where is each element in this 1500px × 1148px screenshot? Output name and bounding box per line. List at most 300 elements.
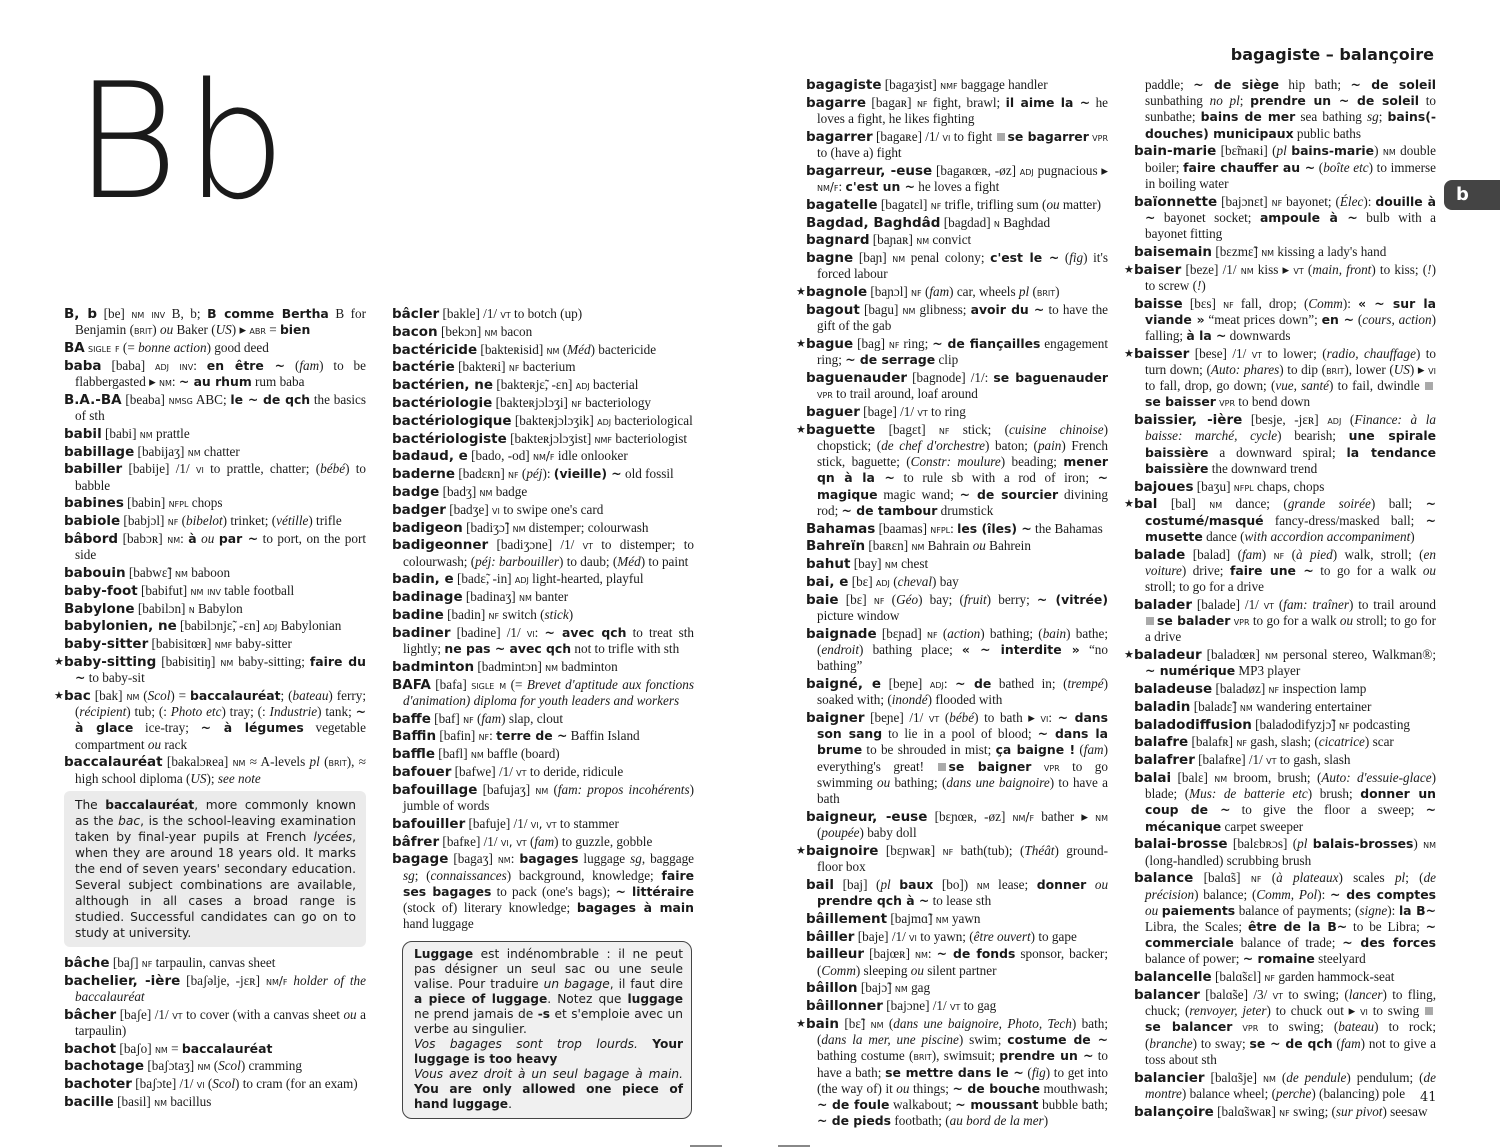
headword: bacille xyxy=(64,1093,114,1110)
column-3 xyxy=(796,77,1109,1131)
star-icon: ★ xyxy=(1124,649,1134,662)
pronunciation: [badinaʒ] xyxy=(465,589,516,605)
headword: baby-sitting xyxy=(64,653,157,670)
headword: bâillonner xyxy=(806,998,883,1015)
pronunciation: [bekɔn] xyxy=(440,323,482,339)
dictionary-entry: badge [badʒ] nm badge xyxy=(392,483,528,500)
dictionary-entry: baissier, -ière [besje, -jɛʀ] adj (Finance: à la baisse: marché, cycle) bearish; une spirale baissière a downward spiral; la tendance baissière the downward trend xyxy=(1134,412,1437,476)
example-phrase: ~ des comptes xyxy=(1330,886,1437,902)
dictionary-entry: bâbord [babɔʀ] nm: à ou par ~ to port, on the port side xyxy=(64,530,367,563)
bold-text: You are only allowed one piece of hand luggage xyxy=(414,1082,683,1112)
pronunciation: [babisitœʀ] xyxy=(151,636,212,652)
example-phrase: prendre un ~ de soleil xyxy=(1250,93,1420,109)
example-phrase: douille à ~ xyxy=(1145,193,1437,225)
context-label: Scol xyxy=(212,1076,236,1092)
context-label: dans une baignoire xyxy=(946,774,1050,790)
grammar-label: nf xyxy=(478,729,490,744)
pronunciation: [bajœʀ] xyxy=(869,946,910,962)
headword: Babylone xyxy=(64,600,135,617)
pronunciation: [bakteʀjɔlɔʒi] xyxy=(495,394,568,410)
context-label: Scol xyxy=(218,1058,241,1074)
dictionary-entry: bail [baj] (pl baux [bo]) nm lease; donner ou prendre qch à ~ to lease sth xyxy=(806,876,1109,908)
grammar-label: vpr xyxy=(1043,759,1060,774)
bold-text: Luggage xyxy=(414,947,474,962)
dictionary-entry: ★ baisser [bese] /1/ vt to lower; (radio, chauffage) to turn down; (Auto: phares) to dip (brit), lower (US) ▸ vi to fall, drop, go down; (vue, santé) to fail, dwindle se baisser vpr to bend down xyxy=(1124,345,1437,410)
star-icon: ★ xyxy=(796,1017,806,1030)
grammar-label: vpr xyxy=(1219,395,1235,410)
dictionary-entry: baignade [bɛɲad] nf (action) bathing; (bain) bathe; (endroit) bathing place; « ~ interdite » “no bathing” xyxy=(806,625,1108,674)
pronunciation: [bakteʀjɔlɔʒist] xyxy=(510,430,592,446)
headword: balade xyxy=(1134,546,1186,563)
headword: bacon xyxy=(392,323,438,340)
culture-note: The baccalauréat, more commonly known as the bac, is the school-leaving examination taken by final-year pupils at French lycées, when they are around 18 years old. It marks the end of seven years' secondary education. Several subject combinations are available, although in all cases a broad range is studied. Successful candidates can go on to study at university. xyxy=(64,791,366,947)
headword: baigner xyxy=(806,709,865,726)
example-phrase: baux xyxy=(899,876,934,892)
dictionary-entry: baladeuse [baladøz] nf inspection lamp xyxy=(1134,681,1367,698)
context-label: bateau xyxy=(292,687,329,703)
example-phrase: costume de ~ xyxy=(1007,1032,1108,1048)
context-label: fam: propos incohérents xyxy=(557,781,690,797)
italic-text: un bagage xyxy=(543,977,610,992)
context-label: ou xyxy=(1094,876,1109,892)
pronunciation: [bagaʒ] xyxy=(453,851,493,867)
pronunciation: [beaba] xyxy=(125,391,165,407)
pronunciation: [bese] /1/ xyxy=(1194,345,1247,361)
dictionary-entry: bâcher [baʃe] /1/ vt to cover (with a canvas sheet ou a tarpaulin) xyxy=(64,1006,367,1038)
dictionary-entry: bahut [bay] nm chest xyxy=(806,556,929,573)
grammar-label: nf xyxy=(1339,717,1350,732)
context-label: bain xyxy=(1042,625,1067,641)
grammar-label: nf xyxy=(927,626,938,641)
grammar-label: nm xyxy=(976,877,990,892)
dictionary-entry: baigner [beɲe] /1/ vt (bébé) to bath ▸ vi: ~ dans son sang to lie in a pool of blood; ~ dans la brume to be shrouded in mist; ça baigne ! (fam) everything's great! se baigner vpr to go swimming ou bathing; (dans une baignoire) to have a bath xyxy=(806,709,1109,806)
context-label: main, front xyxy=(1312,261,1372,277)
dictionary-entry: paddle; ~ de siège hip bath; ~ de soleil sunbathing no pl; prendre un ~ de soleil to sunbathe; bains de mer sea bathing sg; bains(-douches) municipaux public baths xyxy=(1145,77,1436,141)
headword: baignade xyxy=(806,625,877,642)
pronunciation: [bɛɲwaʀ] xyxy=(885,842,936,858)
context-label: au bord de la mer xyxy=(949,1113,1044,1129)
example-phrase: faire ses bagages xyxy=(403,867,694,899)
example-phrase: baccalauréat xyxy=(190,687,281,703)
context-label: bibelot xyxy=(186,513,223,529)
grammar-label: nmf xyxy=(594,431,613,446)
context-label: fam xyxy=(1241,546,1262,562)
headword: bachoter xyxy=(64,1076,132,1093)
grammar-label: nm xyxy=(1261,244,1275,259)
headword: balancer xyxy=(1134,987,1200,1004)
grammar-label: vi xyxy=(942,129,951,144)
grammar-label: nf xyxy=(1273,547,1285,562)
pronunciation: [balafʀe] /1/ xyxy=(1198,752,1263,768)
grammar-label: adj xyxy=(597,413,612,428)
context-label: Méd xyxy=(617,553,641,569)
grammar-label: nm/f xyxy=(265,973,288,988)
dictionary-entry: badigeonner [badiʒɔne] /1/ vt to distemper; to colourwash; (péj: barbouiller) to daub; (Méd) to paint xyxy=(392,537,694,569)
headword: bachotage xyxy=(64,1058,145,1075)
example-phrase: en ~ xyxy=(1321,311,1355,327)
headword: balai-brosse xyxy=(1134,836,1228,853)
headword: babillage xyxy=(64,443,135,460)
pronunciation: [beɲe] xyxy=(888,675,923,691)
star-icon: ★ xyxy=(54,689,64,702)
dictionary-entry: balai-brosse [balɛbʀɔs] (pl balais-brosses) nm (long-handled) scrubbing brush xyxy=(1134,836,1436,868)
grammar-label: nm xyxy=(187,444,201,459)
grammar-label: nm xyxy=(1095,809,1109,824)
grammar-label: nm xyxy=(935,911,949,926)
dictionary-entry: baïonnette [bajɔnɛt] nf bayonet; (Élec): douille à ~ bayonet socket; ampoule à ~ bulb with a bayonet fitting xyxy=(1134,193,1437,242)
context-label: dans la mer, une piscine xyxy=(821,1032,959,1048)
dictionary-entry: bactérien, ne [bakteʀjɛ̃, -ɛn] adj bacterial xyxy=(392,377,639,394)
dictionary-entry: balancier [balɑ̃sje] nm (de pendule) pendulum; (de montre) balance wheel; (perche) (balancing) pole xyxy=(1134,1069,1436,1101)
context-label: sg xyxy=(1367,109,1379,125)
context-label: ! xyxy=(1197,277,1202,293)
context-label: US xyxy=(1393,362,1410,378)
grammar-label: nm xyxy=(1239,699,1253,714)
context-label: Comm xyxy=(1308,295,1343,311)
grammar-label: nm inv xyxy=(190,583,221,598)
star-icon: ★ xyxy=(796,423,806,436)
dictionary-entry: baisse [bɛs] nf fall, drop; (Comm): « ~ sur la viande » “meat prices down”; en ~ (cours, action) falling; à la ~ downwards xyxy=(1134,295,1436,344)
reflexive-marker-icon xyxy=(1146,617,1154,625)
context-label: ou xyxy=(972,538,986,554)
context-label: Mus: de batterie etc xyxy=(1189,786,1308,802)
grammar-label: nm xyxy=(159,375,172,389)
dictionary-entry: bacille [basil] nm bacillus xyxy=(64,1093,212,1110)
example-phrase: ~ des forces xyxy=(1342,935,1436,951)
headword: baïonnette xyxy=(1134,193,1218,210)
headword: baby-foot xyxy=(64,582,138,599)
grammar-label: vt xyxy=(917,404,928,419)
pronunciation: [bɛɲœʀ, -øz] xyxy=(934,808,1006,824)
headword: babylonien, ne xyxy=(64,618,177,635)
grammar-label: vi xyxy=(196,1077,205,1092)
example-phrase: paiements xyxy=(1161,902,1236,918)
dictionary-entry: B, b [be] nm inv B, b; B comme Bertha B for Benjamin (brit) ou Baker (US) ▸ abr = bien xyxy=(64,306,367,338)
pronunciation: [bɛzmɛ̃] xyxy=(1215,243,1258,259)
context-label: grande soirée xyxy=(1287,496,1371,512)
example-phrase: avoir du ~ xyxy=(970,301,1045,317)
grammar-label: adj xyxy=(575,378,590,393)
bold-text: baccalauréat xyxy=(105,797,195,812)
example-phrase: bagages à main xyxy=(576,899,694,915)
dictionary-entry: bâfrer [bafʀe] /1/ vi, vt (fam) to guzzle, gobble xyxy=(392,833,653,850)
dictionary-entry: BAFA [bafa] sigle m (= Brevet d'aptitude aux fonctions d'animation) diploma for youth leaders and workers xyxy=(392,676,695,708)
headword: baladeur xyxy=(1134,647,1202,664)
dictionary-entry: baba [baba] adj inv: en être ~ (fam) to be flabbergasted ▸ nm: ~ au rhum rum baba xyxy=(64,357,366,389)
grammar-label: nm xyxy=(911,539,925,554)
star-icon: ★ xyxy=(796,286,806,299)
headword: badinage xyxy=(392,589,463,606)
headword: bachelier, -ière xyxy=(64,972,181,989)
headword: bagne xyxy=(806,250,854,267)
dictionary-entry: bagout [bagu] nm glibness; avoir du ~ to have the gift of the gab xyxy=(806,301,1109,334)
headword: bactérien, ne xyxy=(392,377,494,394)
pronunciation: [babijaʒ] xyxy=(137,443,185,459)
context-label: Comm, Pol xyxy=(1256,886,1318,902)
example-phrase: donner xyxy=(1036,876,1087,892)
grammar-label: nf xyxy=(1268,682,1280,697)
dictionary-entry: bacon [bekɔn] nm bacon xyxy=(392,323,533,340)
pronunciation: [basil] xyxy=(117,1093,151,1109)
headword: bafouiller xyxy=(392,815,466,832)
grammar-label: nfpl xyxy=(930,521,951,536)
italic-text: Vous avez droit à un seul bagage à main. xyxy=(414,1067,683,1082)
grammar-label: adj xyxy=(1019,163,1034,178)
crop-mark xyxy=(690,1145,722,1147)
headword: baignoire xyxy=(806,842,879,859)
dictionary-entry: baffe [baf] nf (fam) slap, clout xyxy=(392,710,564,727)
grammar-label: brit xyxy=(913,1049,932,1064)
pronunciation: [babwɛ̃] xyxy=(128,564,172,580)
headword: bâillement xyxy=(806,910,888,927)
headword: badge xyxy=(392,483,440,500)
headword: babouin xyxy=(64,564,126,581)
context-label: pl xyxy=(309,754,320,770)
context-label: ou xyxy=(1422,562,1437,578)
example-phrase: se baisser xyxy=(1145,394,1216,410)
headword: balance xyxy=(1134,870,1194,887)
dictionary-entry: bagarreur, -euse [bagaʀœʀ, -øz] adj pugnacious ▸ nm/f: c'est un ~ he loves a fight xyxy=(806,162,1109,194)
headword: bactériologique xyxy=(392,412,512,429)
context-label: fam xyxy=(929,284,950,300)
example-phrase: par ~ xyxy=(218,530,259,546)
pronunciation: [balad] xyxy=(1192,546,1231,562)
pronunciation: [babifut] xyxy=(141,582,188,598)
headword: bâche xyxy=(64,954,110,971)
pronunciation: [baʃe] /1/ xyxy=(119,1006,169,1022)
grammar-label: vi xyxy=(195,462,204,477)
example-phrase: se mettre dans le ~ xyxy=(885,1064,1024,1080)
context-label: Théât xyxy=(1024,842,1055,858)
dictionary-entry: bactériologique [bakteʀjɔlɔʒik] adj bacteriological xyxy=(392,412,693,429)
dictionary-entry: baladodiffusion [baladodifyzjɔ̃] nf podcasting xyxy=(1134,716,1411,733)
context-label: fam xyxy=(481,710,502,726)
pronunciation: [bajɔ̃] xyxy=(860,980,892,996)
headword: bâcler xyxy=(392,306,440,322)
example-phrase: B comme Bertha xyxy=(207,306,329,321)
example-phrase: il aime la ~ xyxy=(1005,94,1091,110)
context-label: cours, action xyxy=(1362,311,1432,327)
example-phrase: ~ avec qch xyxy=(544,624,627,640)
pronunciation: [baɲ] xyxy=(858,250,887,266)
context-label: inondé xyxy=(891,692,928,708)
grammar-label: nm xyxy=(902,302,916,317)
pronunciation: [badin] xyxy=(447,606,486,622)
headword: balai xyxy=(1134,770,1172,787)
headword: baguer xyxy=(806,403,860,420)
example-phrase: se ~ de qch xyxy=(1249,1035,1333,1051)
pronunciation: [bagu] xyxy=(863,301,899,317)
pronunciation: [babi] xyxy=(105,425,137,441)
headword: Baffin xyxy=(392,728,437,745)
context-label: à pied xyxy=(1296,546,1333,562)
context-label: Auto: phares xyxy=(1210,362,1280,378)
example-phrase: ~ (vitrée) xyxy=(1036,591,1109,607)
context-label: with accordion accompaniment xyxy=(1244,528,1411,544)
grammar-label: vi xyxy=(526,625,535,640)
context-label: ou xyxy=(159,322,174,338)
grammar-label: abr xyxy=(249,323,266,338)
example-phrase: baccalauréat xyxy=(181,1040,273,1056)
dictionary-entry: baigné, e [beɲe] adj: ~ de bathed in; (trempé) soaked with; (inondé) flooded with xyxy=(806,675,1109,708)
section-letter: Bb xyxy=(74,48,293,235)
context-label: de montre xyxy=(1145,1069,1436,1101)
headword: B, b xyxy=(64,306,98,322)
grammar-label: vpr xyxy=(1092,129,1109,144)
context-label: fam xyxy=(1083,742,1104,758)
context-label: être ouvert xyxy=(973,928,1031,944)
pronunciation: [bɛɲad] xyxy=(881,625,922,641)
context-label: ou xyxy=(1145,902,1159,918)
example-phrase: ~ magique xyxy=(817,470,1108,502)
example-phrase: ~ de soleil xyxy=(1350,77,1436,92)
pronunciation: [bafa] xyxy=(435,676,467,692)
pronunciation: [baʃəlje, -jɛʀ] xyxy=(186,972,261,988)
pronunciation: [badɛʀn] xyxy=(458,466,505,482)
headword: bâbord xyxy=(64,530,119,547)
context-label: ou xyxy=(1339,613,1354,629)
dictionary-entry: bajoues [baʒu] nfpl chaps, chops xyxy=(1134,478,1325,495)
pronunciation: [bajɔne] /1/ xyxy=(886,998,947,1014)
context-label: endroit xyxy=(821,641,860,657)
dictionary-entry: bafouer [bafwe] /1/ vt to deride, ridicule xyxy=(392,763,624,780)
context-label: fam xyxy=(534,833,555,849)
example-phrase: c'est un ~ xyxy=(845,179,915,194)
dictionary-entry: ★ baby-sitting [babisitiŋ] nm baby-sitting; faire du ~ to baby-sit xyxy=(54,653,366,686)
grammar-label: nf xyxy=(141,955,153,970)
pronunciation: [badmintɔn] xyxy=(477,658,542,674)
example-phrase: ~ à légumes xyxy=(200,720,304,736)
dictionary-entry: badin, e [badɛ̃, -in] adj light-hearted, playful xyxy=(392,571,644,588)
grammar-label: nf xyxy=(938,422,950,437)
pronunciation: [bafuje] /1/ xyxy=(468,815,528,831)
reflexive-marker-icon xyxy=(1425,1007,1433,1015)
headword: bagarreur, -euse xyxy=(806,162,933,179)
example-phrase: ~ numérique xyxy=(1145,663,1236,679)
pronunciation: [baʀɛn] xyxy=(868,538,909,554)
dictionary-entry: badigeon [badiʒɔ̃] nm distemper; colourwash xyxy=(392,519,649,536)
grammar-label: vi, vt xyxy=(500,834,527,849)
crop-mark xyxy=(778,1145,810,1147)
dictionary-entry: ★ bagnole [baɲɔl] nf (fam) car, wheels pl (brit) xyxy=(796,284,1060,301)
headword: Bahamas xyxy=(806,520,876,537)
headword: baigné, e xyxy=(806,675,882,692)
headword: bagarre xyxy=(806,94,867,111)
dictionary-entry: bagage [bagaʒ] nm: bagages luggage sg, baggage sg; (connaissances) background, knowledge; faire ses bagages to pack (one's bags); ~ littéraire (stock of) literary knowledge; bagages à main hand luggage xyxy=(392,851,695,932)
context-label: cuisine chinoise xyxy=(1009,421,1104,437)
pronunciation: [baladøz] xyxy=(1215,681,1266,697)
dictionary-entry: ★ baguette [bagɛt] nf stick; (cuisine chinoise) chopstick; (de chef d'orchestre) baton; (pain) French stick, baguette; (Constr: moulure) beading; mener qn à la ~ to rule sb with a rod of iron; ~ magique magic wand; ~ de sourcier divining rod; ~ de tambour drumstick xyxy=(796,421,1108,518)
pronunciation: [babjɔl] xyxy=(123,513,165,529)
context-label: pl xyxy=(1018,284,1030,300)
dictionary-entry: bagagiste [bagaʒist] nmf baggage handler xyxy=(806,77,1048,93)
example-phrase: balais-brosses xyxy=(1312,836,1414,852)
context-label: de pendule xyxy=(1286,1069,1347,1085)
headword: bafouillage xyxy=(392,781,478,798)
dictionary-entry: ★ bac [bak] nm (Scol) = baccalauréat; (bateau) ferry; (récipient) tub; (: Photo etc) tray; (: Industrie) tank; ~ à glace ice-tray; ~ à légumes vegetable compartment ou rack xyxy=(54,687,367,752)
thumb-index-tab[interactable]: b xyxy=(1444,180,1500,210)
grammar-label: vi xyxy=(1360,1004,1368,1019)
grammar-label: nmf xyxy=(214,637,233,652)
grammar-label: adj xyxy=(514,572,529,587)
dictionary-entry: bafouillage [bafujaʒ] nm (fam: propos incohérents) jumble of words xyxy=(392,781,695,813)
reflexive-marker-icon xyxy=(997,133,1005,141)
grammar-label: vt xyxy=(1266,753,1277,768)
pronunciation: [bafwe] /1/ xyxy=(454,763,513,779)
headword: baisse xyxy=(1134,295,1183,312)
italic-text: Vos bagages sont trop lourds. xyxy=(414,1037,638,1052)
example-phrase: ~ romaine xyxy=(1242,951,1315,967)
example-phrase: bien xyxy=(279,322,311,338)
context-label: ou xyxy=(201,530,215,546)
pronunciation: [baba] xyxy=(111,357,146,373)
pronunciation: [be] xyxy=(103,306,125,321)
grammar-label: vt xyxy=(1263,597,1275,612)
context-label: pain xyxy=(1037,437,1062,453)
italic-text: bac xyxy=(118,813,141,828)
dictionary-entry: badine [badin] nf switch (stick) xyxy=(392,606,574,623)
dictionary-entry: baigneur, -euse [bɛɲœʀ, -øz] nm/f bather ▸ nm (poupée) baby doll xyxy=(806,808,1109,840)
headword: balancier xyxy=(1134,1069,1205,1086)
dictionary-entry: baby-sitter [babisitœʀ] nmf baby-sitter xyxy=(64,636,292,653)
pronunciation: [badiʒɔ̃] xyxy=(466,519,510,535)
dictionary-entry: bagnard [baɲaʀ] nm convict xyxy=(806,232,972,249)
dictionary-entry: bafouiller [bafuje] /1/ vi, vt to stammer xyxy=(392,815,619,832)
pronunciation: [bage] /1/ xyxy=(863,403,915,419)
dictionary-entry: bactérie [bakteʀi] nf bacterium xyxy=(392,359,576,376)
headword: bajoues xyxy=(1134,478,1194,495)
grammar-label: nf xyxy=(873,592,885,607)
context-label: ou xyxy=(896,1080,910,1096)
dictionary-entry: balancelle [balɑ̃sɛl] nf garden hammock-seat xyxy=(1134,969,1395,986)
context-label: sur pivot xyxy=(1335,1103,1383,1119)
grammar-label: nm xyxy=(1214,771,1228,786)
dictionary-entry: balade [balad] (fam) nf (à pied) walk, stroll; (en voiture) drive; faire une ~ to go for a walk ou stroll; to go for a drive xyxy=(1134,546,1437,595)
dictionary-entry: bâillonner [bajɔne] /1/ vt to gag xyxy=(806,998,997,1015)
context-label: pl xyxy=(880,876,891,892)
dictionary-entry: bactériologiste [bakteʀjɔlɔʒist] nmf bacteriologist xyxy=(392,430,688,447)
grammar-label: vi xyxy=(492,502,500,517)
example-phrase: ~ à glace xyxy=(75,704,366,736)
pronunciation: [bakle] /1/ xyxy=(442,306,498,321)
context-label: Méd xyxy=(567,341,591,357)
pronunciation: [bafin] xyxy=(439,728,476,744)
context-label: de chef d'orchestre xyxy=(881,437,986,453)
example-phrase: se balader xyxy=(1157,613,1231,629)
dictionary-entry: Babylone [babilɔn] n Babylon xyxy=(64,600,243,617)
example-phrase: ampoule à ~ xyxy=(1259,209,1358,225)
dictionary-entry: bachoter [baʃɔte] /1/ vi (Scol) to cram (for an exam) xyxy=(64,1076,358,1093)
grammar-label: adj inv xyxy=(155,358,194,373)
pronunciation: [balɑ̃s] xyxy=(1203,870,1241,886)
context-label: Finance: à la baisse: marché, cycle xyxy=(1145,412,1436,444)
headword: babines xyxy=(64,495,124,512)
grammar-label: vi xyxy=(1428,363,1437,378)
example-phrase: à la ~ xyxy=(1186,328,1227,344)
example-phrase: ~ de serrage xyxy=(845,352,936,368)
headword: baladeuse xyxy=(1134,681,1213,698)
example-phrase: ~ de sourcier xyxy=(959,486,1059,502)
headword: bahut xyxy=(806,556,851,573)
context-label: see note xyxy=(217,770,261,786)
star-icon: ★ xyxy=(1124,347,1134,360)
grammar-label: nm xyxy=(1382,144,1396,159)
dictionary-entry: ★ baignoire [bɛɲwaʀ] nf bath(tub); (Théât) ground-floor box xyxy=(796,842,1109,874)
grammar-label: nm xyxy=(1240,262,1254,277)
pronunciation: [badʒe] xyxy=(449,501,489,517)
example-phrase: ~ au rhum xyxy=(178,374,252,389)
grammar-label: sigle f xyxy=(88,341,120,355)
